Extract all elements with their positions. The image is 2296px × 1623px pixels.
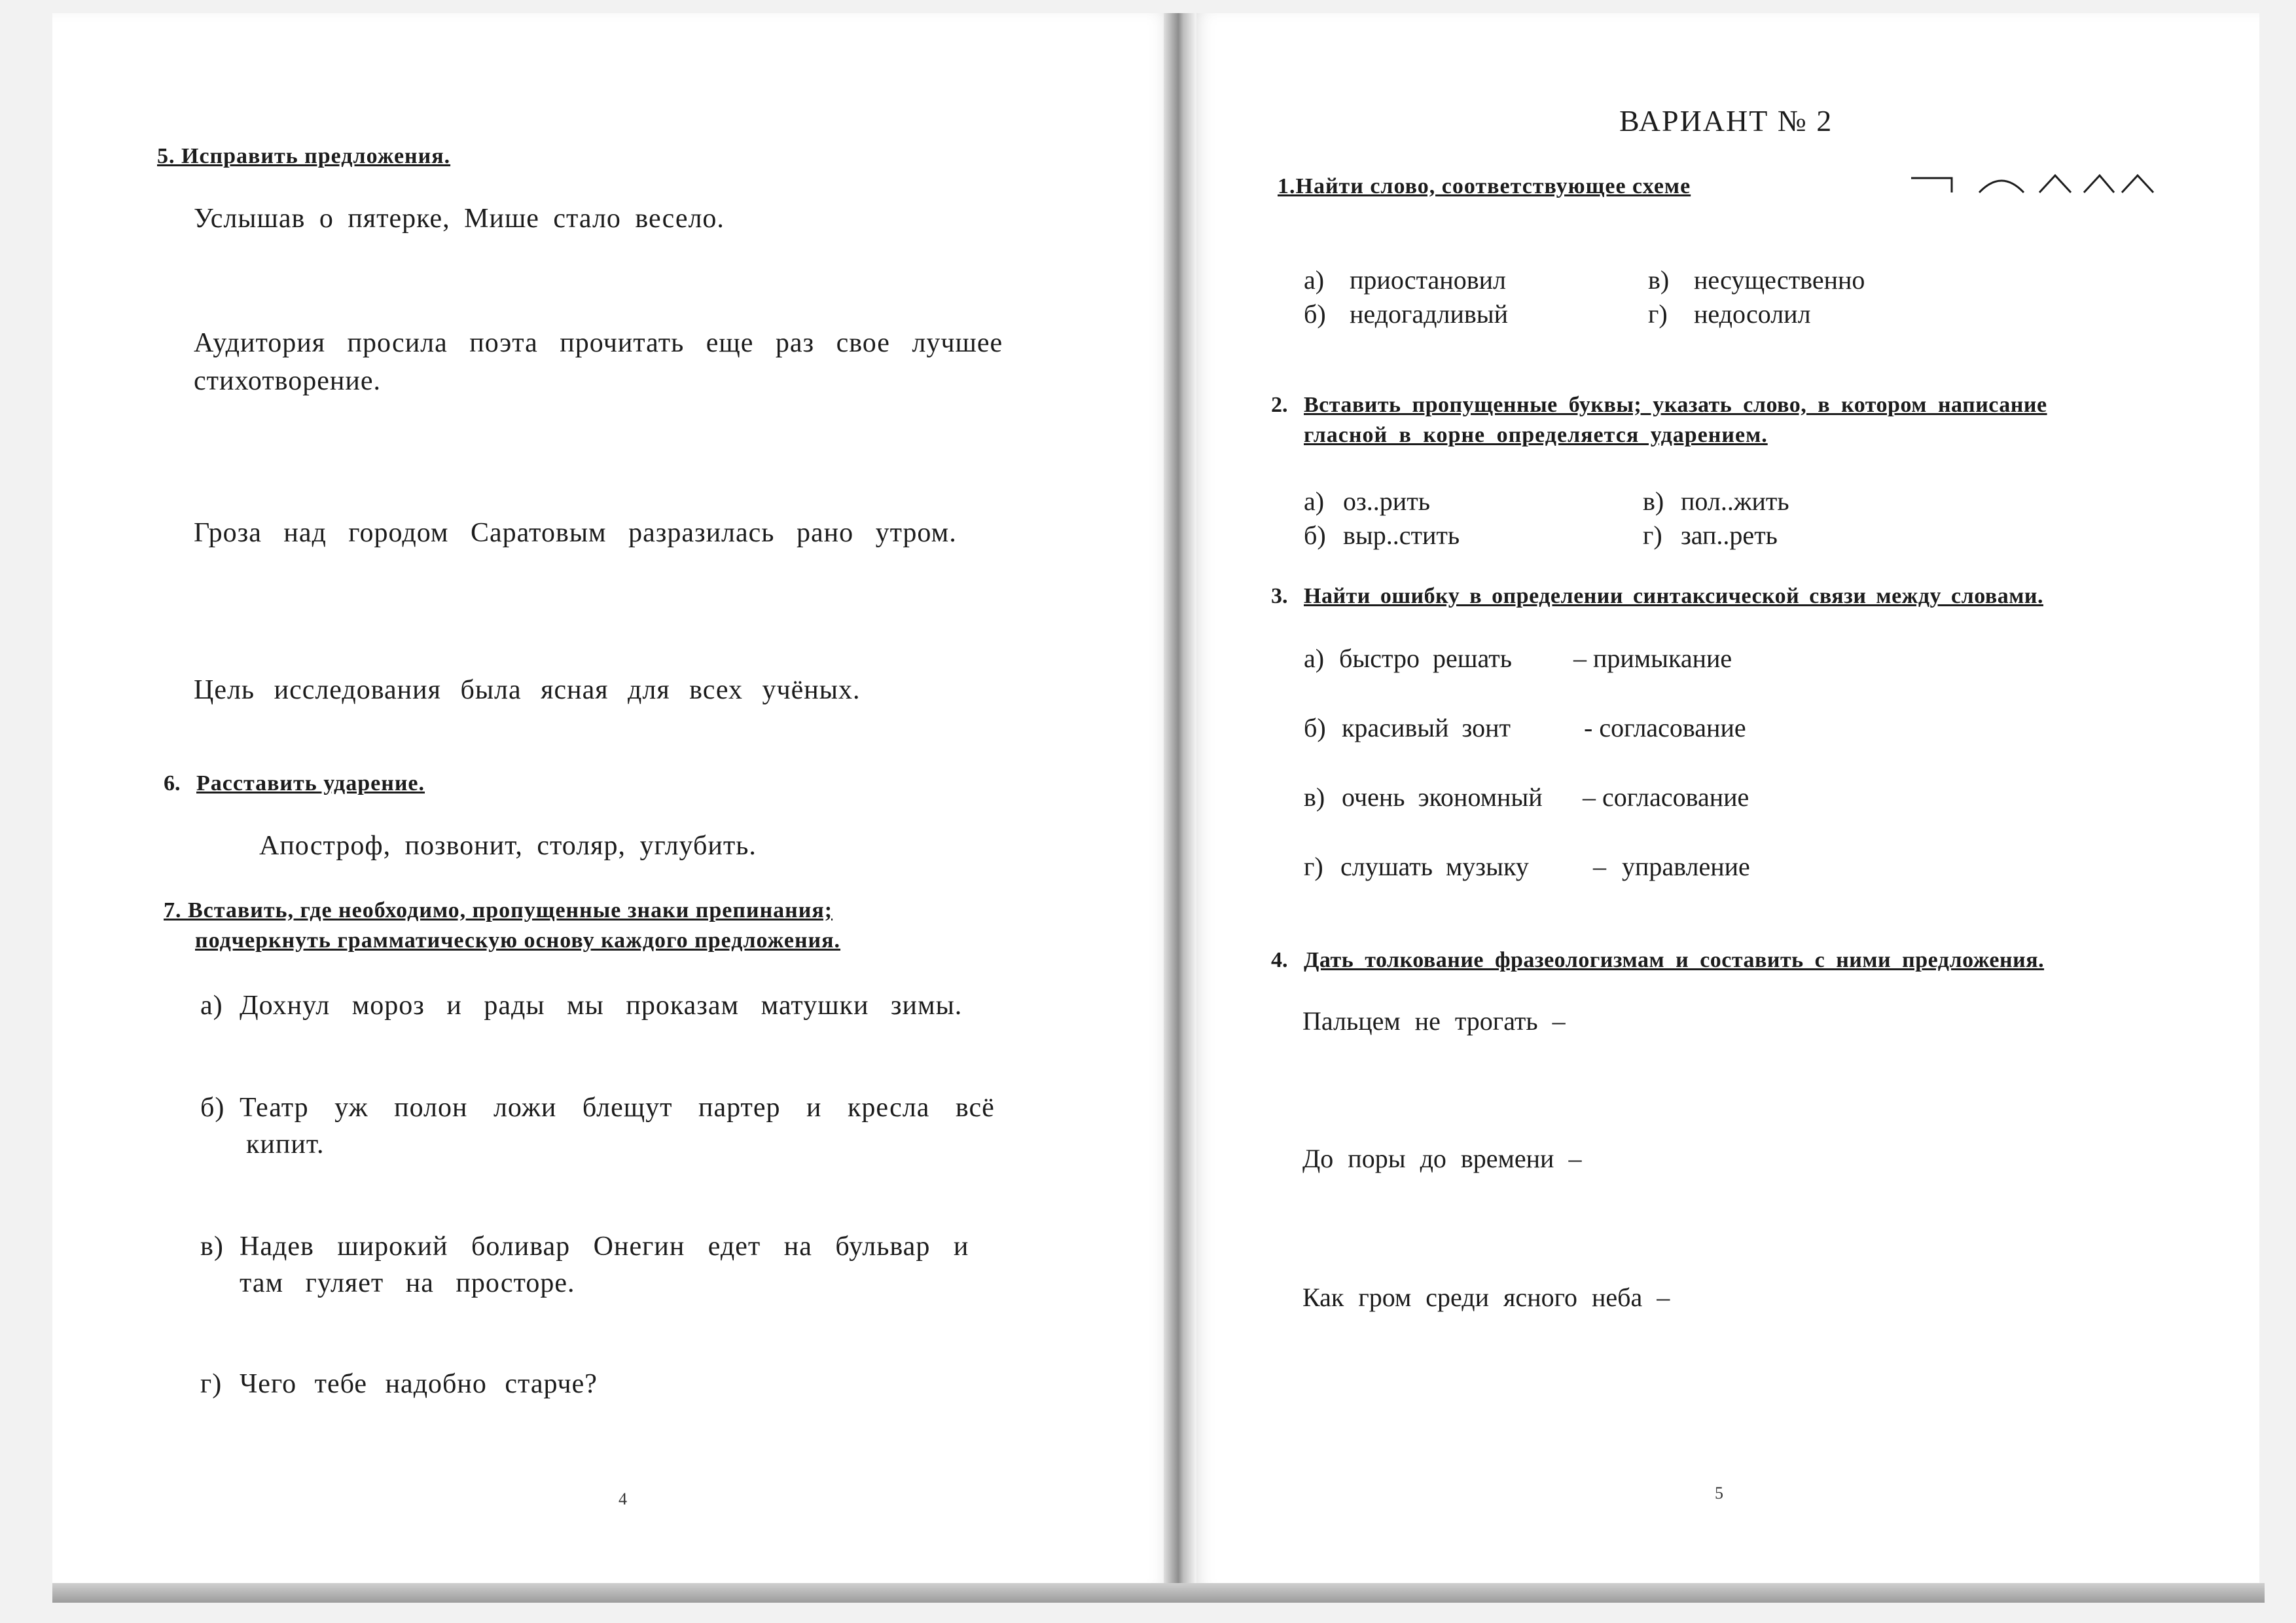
task3-option-relation: – управление — [1593, 852, 1750, 881]
task7-item-letter: г) — [200, 1369, 223, 1399]
task5-sentence-2-cont: стихотворение. — [194, 366, 381, 396]
task7-item-text-cont: там гуляет на просторе. — [240, 1268, 575, 1298]
task5-sentence-1: Услышав о пятерке, Мише стало весело. — [194, 204, 725, 234]
page-bottom-edge — [52, 1583, 2265, 1603]
task2-option-letter: в) — [1643, 486, 1664, 516]
task7-item-text-cont: кипит. — [246, 1129, 325, 1159]
task4-idiom: Как гром среди ясного неба – — [1302, 1283, 1670, 1312]
task7-item-text: Надев широкий боливар Онегин едет на бульвар и — [240, 1231, 969, 1262]
task2-option-letter: г) — [1643, 520, 1662, 550]
task1-option-letter: в) — [1648, 265, 1670, 295]
task2-option-letter: а) — [1304, 486, 1325, 516]
task7-item-letter: а) — [200, 991, 223, 1021]
task3-option-letter: г) — [1304, 852, 1323, 881]
task1-option-letter: б) — [1304, 299, 1326, 329]
task3-option-phrase: слушать музыку — [1340, 852, 1529, 881]
variant-title: ВАРИАНТ № 2 — [1619, 104, 1833, 137]
page-number-left: 4 — [619, 1489, 627, 1508]
task6-heading: Расставить ударение. — [196, 771, 425, 795]
book-spine — [1164, 13, 1196, 1591]
task1-heading: 1.Найти слово, соответствующее схеме — [1278, 174, 1691, 198]
page-number-right: 5 — [1715, 1484, 1723, 1503]
task5-sentence-4: Цель исследования была ясная для всех учёных. — [194, 675, 861, 705]
task1-option-letter: г) — [1648, 299, 1668, 329]
task3-option-relation: - согласование — [1584, 713, 1746, 742]
word-scheme-icon — [1911, 169, 2160, 202]
task3-option-relation: – примыкание — [1573, 644, 1732, 673]
task3-option-relation: – согласование — [1583, 782, 1749, 812]
task7-item-text: Чего тебе надобно старче? — [240, 1369, 598, 1399]
task2-number: 2. — [1271, 393, 1288, 417]
task7-item-letter: б) — [200, 1093, 225, 1123]
task4-idiom: Пальцем не трогать – — [1302, 1006, 1566, 1036]
task3-option-phrase: очень экономный — [1342, 782, 1543, 812]
task1-option-text: несущественно — [1694, 265, 1865, 295]
task5-sentence-3: Гроза над городом Саратовым разразилась рано утром. — [194, 518, 957, 548]
task3-option-letter: в) — [1304, 782, 1325, 812]
task4-number: 4. — [1271, 948, 1288, 972]
task7-heading-line2: подчеркнуть грамматическую основу каждого предложения. — [195, 928, 841, 953]
task7-item-text: Театр уж полон ложи блещут партер и кресла всё — [240, 1093, 995, 1123]
task2-option-letter: б) — [1304, 520, 1326, 550]
task3-heading: Найти ошибку в определении синтаксической связи между словами. — [1304, 584, 2043, 608]
task4-idiom: До поры до времени – — [1302, 1144, 1582, 1173]
task2-heading-line2: гласной в корне определяется ударением. — [1304, 423, 1768, 447]
task2-option-text: зап..реть — [1681, 520, 1778, 550]
task6-words: Апостроф, позвонит, столяр, углубить. — [259, 831, 757, 861]
task1-option-text: приостановил — [1350, 265, 1506, 295]
task3-option-phrase: быстро решать — [1339, 644, 1512, 673]
left-page — [52, 13, 1178, 1591]
task7-heading-line1: 7. Вставить, где необходимо, пропущенные знаки препинания; — [164, 898, 833, 922]
task7-item-letter: в) — [200, 1231, 224, 1262]
task1-option-letter: а) — [1304, 265, 1325, 295]
task1-option-text: недосолил — [1694, 299, 1811, 329]
task7-item-text: Дохнул мороз и рады мы проказам матушки зимы. — [240, 991, 963, 1021]
task5-heading: 5. Исправить предложения. — [157, 144, 451, 168]
task2-option-text: оз..рить — [1343, 486, 1430, 516]
task3-option-letter: а) — [1304, 644, 1325, 673]
task1-option-text: недогадливый — [1350, 299, 1509, 329]
task2-heading-line1: Вставить пропущенные буквы; указать слово, в котором написание — [1304, 393, 2047, 417]
task3-option-letter: б) — [1304, 713, 1326, 742]
task2-option-text: пол..жить — [1681, 486, 1789, 516]
task6-number: 6. — [164, 771, 181, 795]
task3-option-phrase: красивый зонт — [1342, 713, 1511, 742]
task3-number: 3. — [1271, 584, 1288, 608]
task5-sentence-2: Аудитория просила поэта прочитать еще раз свое лучшее — [194, 328, 1003, 358]
task2-option-text: выр..стить — [1343, 520, 1460, 550]
task4-heading: Дать толкование фразеологизмам и составить с ними предложения. — [1304, 948, 2045, 972]
